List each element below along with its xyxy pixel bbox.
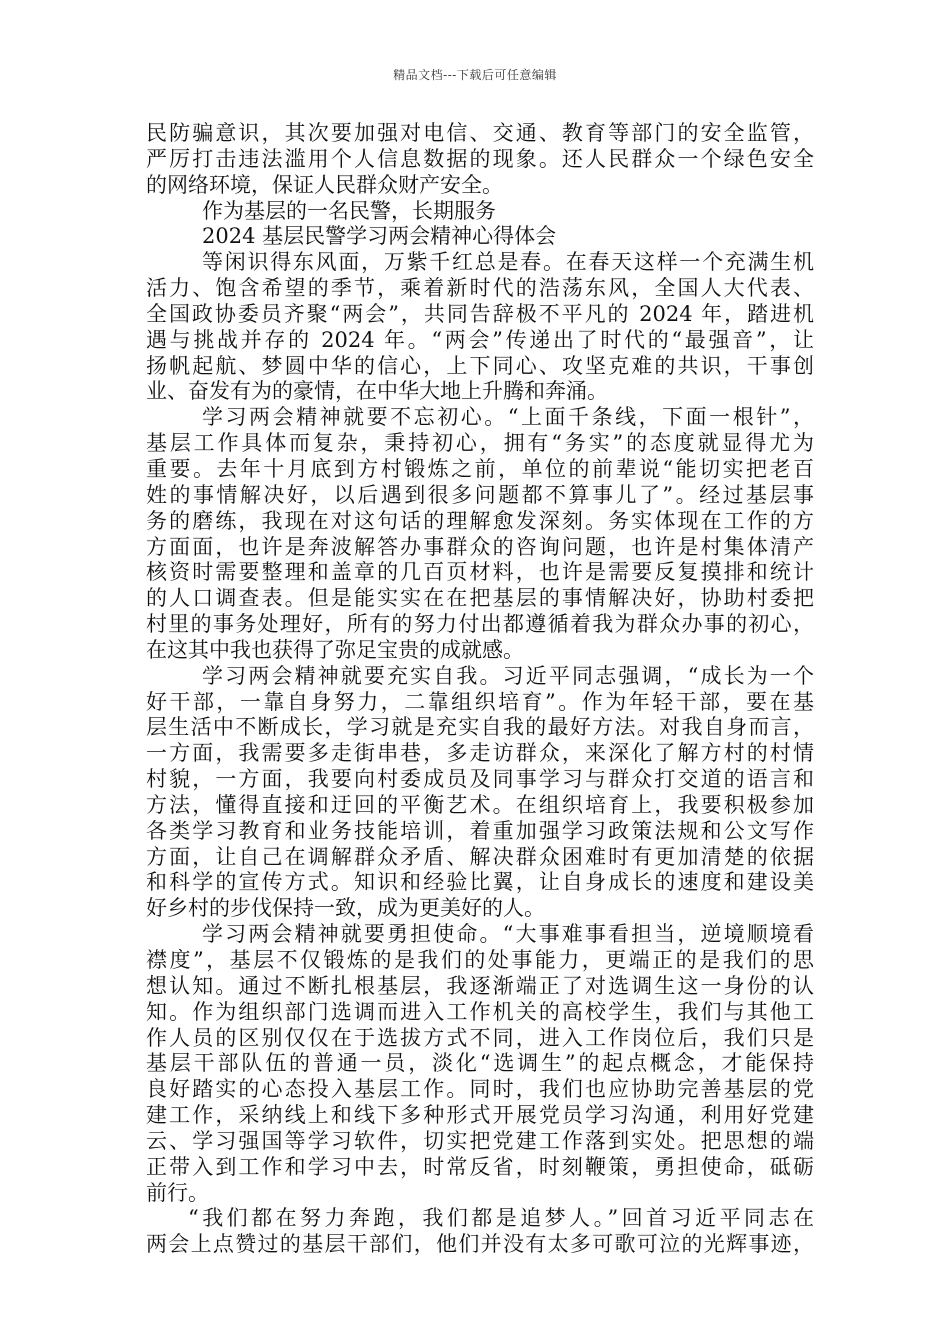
text-line: 2024 基层民警学习两会精神心得体会 bbox=[202, 224, 557, 249]
text-line: 学习两会精神就要充实自我。习近平同志强调，“成长为一个 bbox=[202, 663, 814, 688]
text-line: 的网络环境，保证人民群众财产安全。 bbox=[146, 172, 503, 197]
text-line: 方面，让自己在调解群众矛盾、解决群众困难时有更加清楚的依据 bbox=[146, 844, 814, 869]
text-line: 云、学习强国等学习软件，切实把党建工作落到实处。把思想的端 bbox=[146, 1128, 814, 1153]
text-line: 知。作为组织部门选调而进入工作机关的高校学生，我们与其他工 bbox=[146, 999, 814, 1024]
text-line: 两会上点赞过的基层干部们，他们并没有太多可歌可泣的光辉事迹， bbox=[146, 1232, 814, 1257]
text-line: 民防骗意识，其次要加强对电信、交通、教育等部门的安全监管， bbox=[146, 121, 814, 145]
text-line: 严厉打击违法滥用个人信息数据的现象。还人民群众一个绿色安全 bbox=[146, 146, 814, 171]
text-line: 基层工作具体而复杂，秉持初心，拥有“务实”的态度就显得尤为 bbox=[146, 431, 814, 456]
text-line: 和科学的宣传方式。知识和经验比翼，让自身成长的速度和建设美 bbox=[146, 870, 814, 895]
text-line: 活力、饱含希望的季节，乘着新时代的浩荡东风，全国人大代表、 bbox=[146, 276, 814, 301]
text-line: 姓的事情解决好，以后遇到很多问题都不算事儿了”。经过基层事 bbox=[146, 482, 814, 507]
text-line: 学习两会精神就要不忘初心。“上面千条线，下面一根针”， bbox=[202, 405, 814, 430]
text-line: 学习两会精神就要勇担使命。“大事难事看担当，逆境顺境看 bbox=[202, 922, 814, 947]
text-line: 建工作，采纳线上和线下多种形式开展党员学习沟通，利用好党建 bbox=[146, 1103, 814, 1128]
text-line: 良好踏实的心态投入基层工作。同时，我们也应协助完善基层的党 bbox=[146, 1077, 814, 1102]
text-line: 一方面，我需要多走街串巷，多走访群众，来深化了解方村的村情 bbox=[146, 741, 814, 766]
text-line: 的人口调查表。但是能实实在在把基层的事情解决好，协助村委把 bbox=[146, 586, 814, 611]
text-line: 正带入到工作和学习中去，时常反省，时刻鞭策，勇担使命，砥砺 bbox=[146, 1154, 814, 1179]
page-header: 精品文档---下载后可任意编辑 bbox=[393, 68, 557, 82]
text-line: 核资时需要整理和盖章的几百页材料，也许是需要反复摸排和统计 bbox=[146, 560, 814, 585]
text-line: 重要。去年十月底到方村锻炼之前，单位的前辈说“能切实把老百 bbox=[146, 456, 814, 481]
text-line: 前行。 bbox=[146, 1180, 209, 1205]
text-line: 好干部，一靠自身努力，二靠组织培育”。作为年轻干部，要在基 bbox=[146, 689, 814, 714]
text-line: 村貌，一方面，我要向村委成员及同事学习与群众打交道的语言和 bbox=[146, 767, 814, 792]
document-body bbox=[146, 121, 814, 1258]
text-line: 作为基层的一名民警，长期服务 bbox=[202, 198, 496, 223]
text-line: 村里的事务处理好，所有的努力付出都遵循着我为群众办事的初心， bbox=[146, 612, 814, 637]
text-line: 层生活中不断成长，学习就是充实自我的最好方法。对我自身而言， bbox=[146, 715, 814, 740]
text-line: 作人员的区别仅仅在于选拔方式不同，进入工作岗位后，我们只是 bbox=[146, 1025, 814, 1050]
text-line: 方面面，也许是奔波解答办事群众的咨询问题，也许是村集体清产 bbox=[146, 534, 814, 559]
text-line: 基层干部队伍的普通一员，淡化“选调生”的起点概念，才能保持 bbox=[146, 1051, 814, 1076]
text-line: “我们都在努力奔跑，我们都是追梦人。”回首习近平同志在 bbox=[188, 1206, 814, 1231]
text-line: 遇与挑战并存的 2024 年。“两会”传递出了时代的“最强音”，让 bbox=[146, 327, 814, 352]
text-line: 好乡村的步伐保持一致，成为更美好的人。 bbox=[146, 896, 545, 921]
text-line: 方法，懂得直接和迂回的平衡艺术。在组织培育上，我要积极参加 bbox=[146, 792, 814, 817]
text-line: 襟度”，基层不仅锻炼的是我们的处事能力，更端正的是我们的思 bbox=[146, 948, 814, 972]
text-line: 等闲识得东风面，万紫千红总是春。在春天这样一个充满生机 bbox=[202, 250, 814, 275]
text-line: 想认知。通过不断扎根基层，我逐渐端正了对选调生这一身份的认 bbox=[146, 973, 814, 998]
text-line: 务的磨练，我现在对这句话的理解愈发深刻。务实体现在工作的方 bbox=[146, 508, 814, 533]
text-line: 扬帆起航、梦圆中华的信心，上下同心、攻坚克难的共识，干事创 bbox=[146, 353, 814, 378]
text-line: 在这其中我也获得了弥足宝贵的成就感。 bbox=[146, 637, 524, 662]
text-line: 业、奋发有为的豪情，在中华大地上升腾和奔涌。 bbox=[146, 379, 608, 404]
text-line: 全国政协委员齐聚“两会”，共同告辞极不平凡的 2024 年，踏进机 bbox=[146, 301, 814, 326]
text-line: 各类学习教育和业务技能培训，着重加强学习政策法规和公文写作 bbox=[146, 818, 814, 843]
